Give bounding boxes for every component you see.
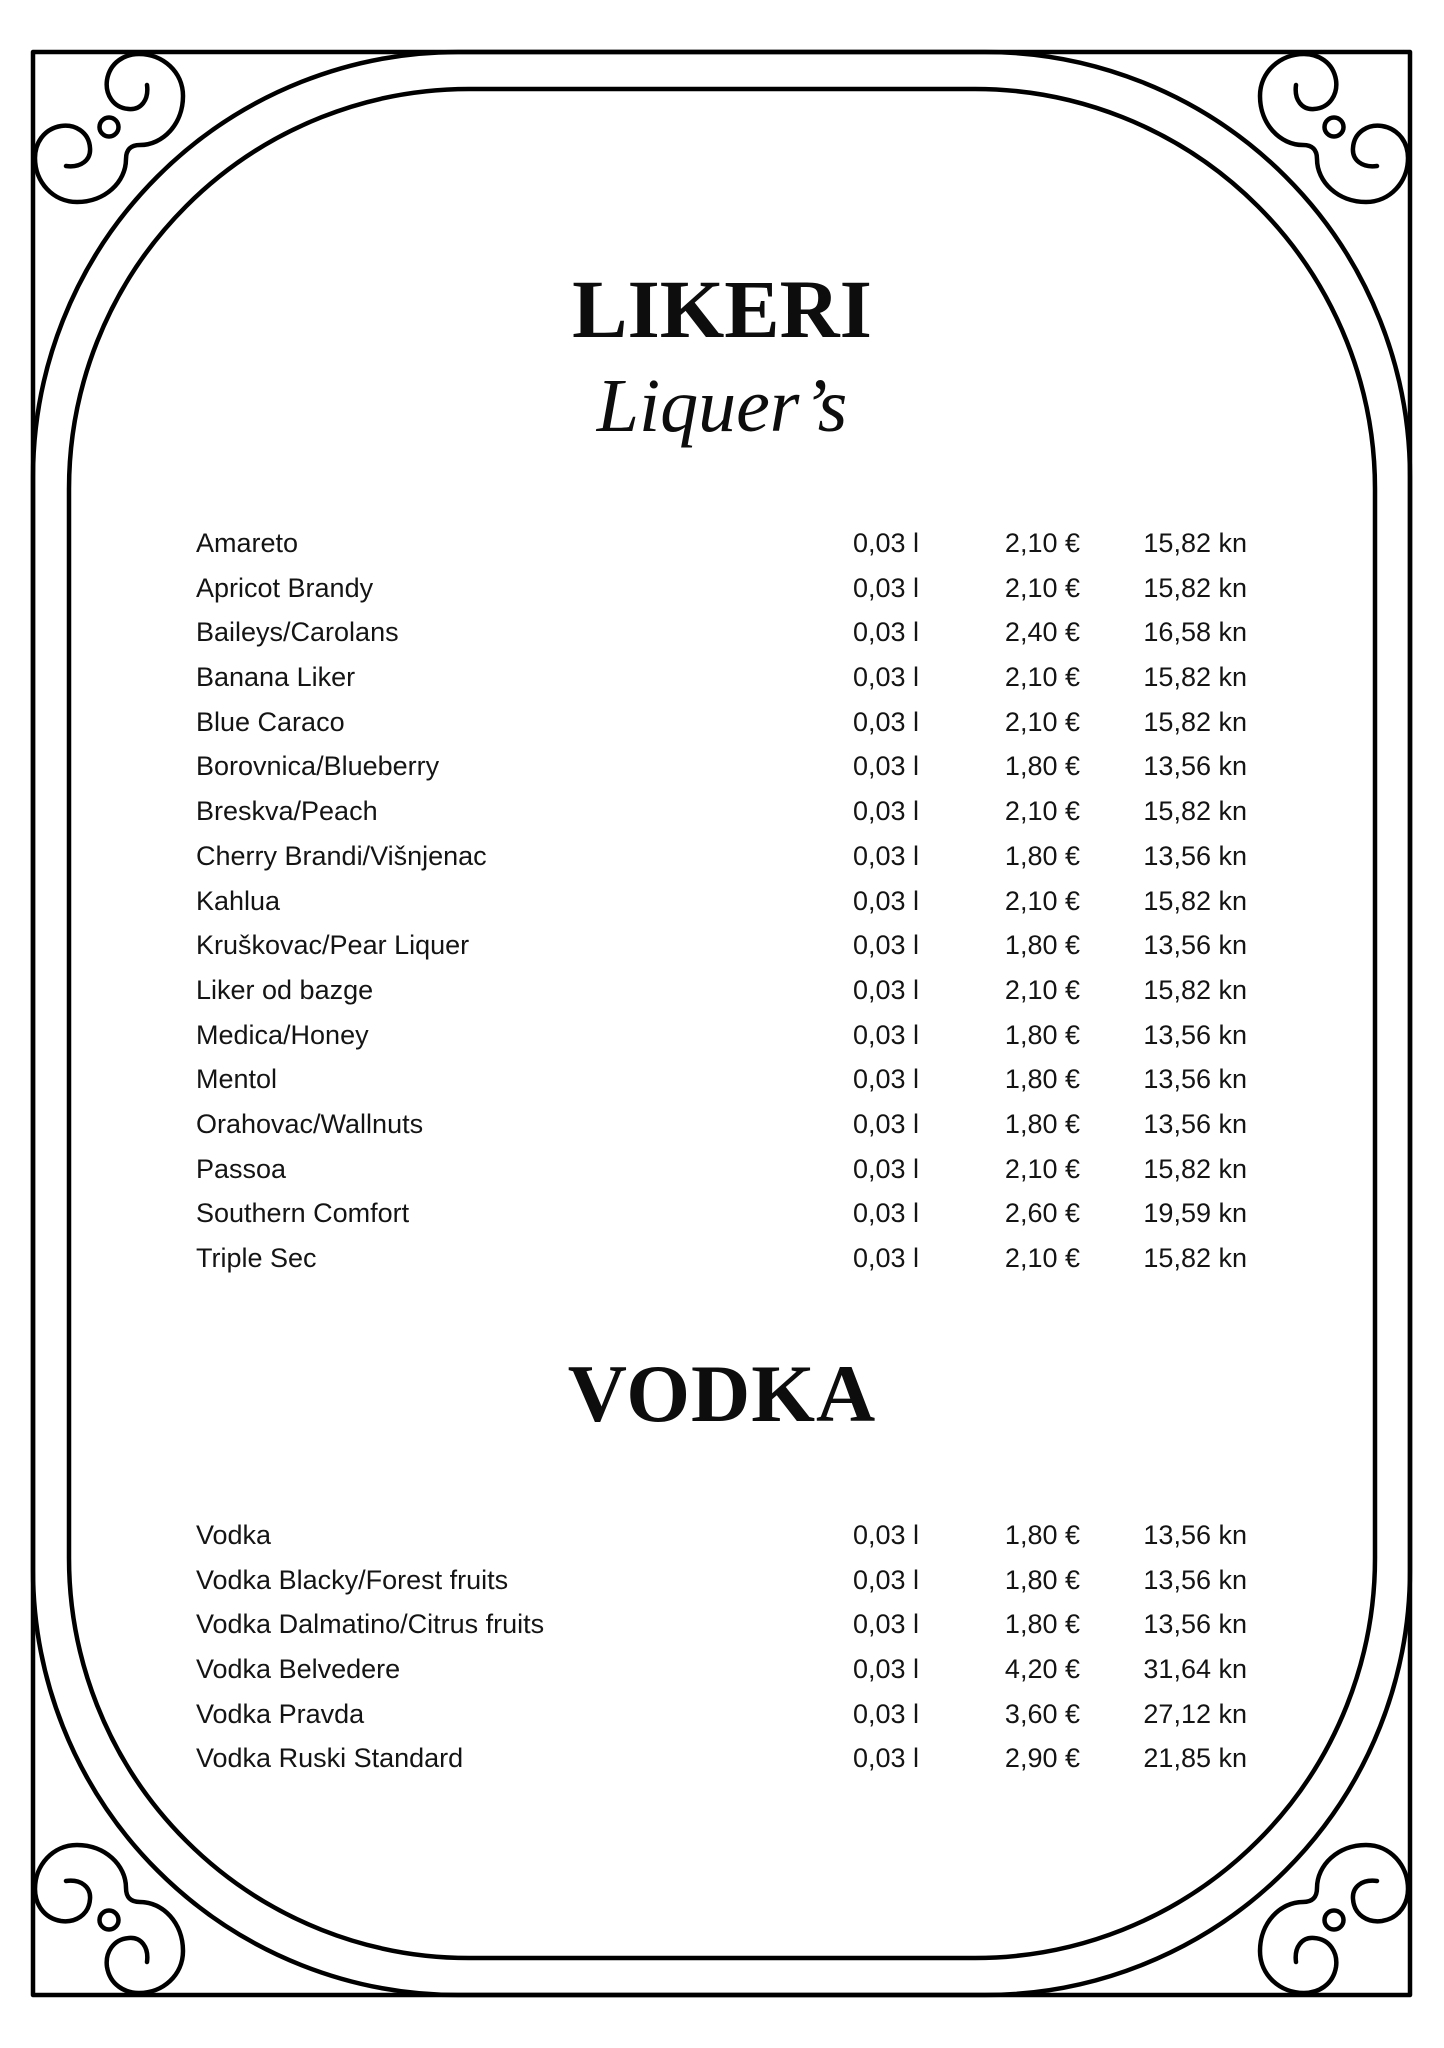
item-volume: 0,03 l	[853, 706, 920, 737]
item-name: Apricot Brandy	[196, 572, 374, 603]
menu-item-row	[0, 1013, 1444, 1058]
item-volume: 0,03 l	[853, 617, 920, 648]
item-name: Mentol	[196, 1064, 278, 1095]
menu-item-row	[0, 1558, 1444, 1603]
item-price-eur: 4,20 €	[1004, 1654, 1080, 1685]
menu-item-row	[0, 655, 1444, 700]
menu-item-row	[0, 610, 1444, 655]
item-price-eur: 2,10 €	[1004, 572, 1080, 603]
menu-item-row	[0, 1692, 1444, 1737]
item-name: Kruškovac/Pear Liquer	[196, 930, 470, 961]
item-price-kn: 13,56 kn	[1143, 1019, 1247, 1050]
menu-item-row	[0, 1513, 1444, 1558]
item-price-kn: 15,82 kn	[1143, 1243, 1247, 1273]
item-price-eur: 1,80 €	[1004, 1019, 1080, 1050]
menu-item-row	[0, 1647, 1444, 1692]
item-price-kn: 15,82 kn	[1143, 796, 1247, 827]
item-price-kn: 13,56 kn	[1143, 930, 1247, 961]
item-volume: 0,03 l	[853, 528, 920, 558]
scroll-ornament-icon	[35, 1845, 183, 1993]
menu-item-row	[0, 879, 1444, 924]
item-price-eur: 2,10 €	[1004, 974, 1080, 1005]
item-price-kn: 15,82 kn	[1143, 528, 1247, 558]
item-price-kn: 19,59 kn	[1143, 1198, 1247, 1229]
section-subtitle-liqueurs: Liquer’s	[596, 364, 848, 448]
item-volume: 0,03 l	[853, 1064, 920, 1095]
item-volume: 0,03 l	[853, 930, 920, 961]
item-name: Baileys/Carolans	[196, 617, 399, 648]
item-price-eur: 2,10 €	[1004, 662, 1080, 693]
item-volume: 0,03 l	[853, 796, 920, 827]
item-price-kn: 21,85 kn	[1143, 1743, 1247, 1774]
item-price-eur: 1,80 €	[1004, 930, 1080, 961]
item-price-eur: 1,80 €	[1004, 751, 1080, 782]
menu-item-row	[0, 834, 1444, 879]
item-price-eur: 1,80 €	[1004, 840, 1080, 871]
item-price-kn: 13,56 kn	[1143, 1108, 1247, 1139]
item-volume: 0,03 l	[853, 1654, 920, 1685]
section-title-vodka: VODKA	[567, 1348, 877, 1439]
item-name: Borovnica/Blueberry	[196, 751, 440, 782]
item-price-kn: 15,82 kn	[1143, 974, 1247, 1005]
menu-item-row	[0, 789, 1444, 834]
menu-item-row	[0, 1736, 1444, 1781]
item-volume: 0,03 l	[853, 1108, 920, 1139]
menu-item-row	[0, 1057, 1444, 1102]
item-price-kn: 15,82 kn	[1143, 1153, 1247, 1184]
item-price-eur: 1,80 €	[1004, 1564, 1080, 1595]
item-volume: 0,03 l	[853, 974, 920, 1005]
scroll-ornament-icon	[1260, 54, 1408, 202]
item-volume: 0,03 l	[853, 1243, 920, 1273]
item-name: Breskva/Peach	[196, 796, 378, 827]
item-name: Medica/Honey	[196, 1019, 369, 1050]
scroll-ornament-icon	[1260, 1845, 1408, 1993]
item-price-eur: 2,60 €	[1004, 1198, 1080, 1229]
item-name: Amareto	[196, 528, 299, 558]
item-price-kn: 13,56 kn	[1143, 1064, 1247, 1095]
item-name: Liker od bazge	[196, 974, 374, 1005]
item-name: Passoa	[196, 1153, 287, 1184]
item-price-kn: 15,82 kn	[1143, 706, 1247, 737]
item-volume: 0,03 l	[853, 1153, 920, 1184]
item-volume: 0,03 l	[853, 1609, 920, 1640]
item-volume: 0,03 l	[853, 885, 920, 916]
menu-item-row	[0, 968, 1444, 1013]
item-price-eur: 2,10 €	[1004, 706, 1080, 737]
item-price-kn: 15,82 kn	[1143, 885, 1247, 916]
item-price-eur: 2,10 €	[1004, 796, 1080, 827]
liqueur-price-list	[0, 521, 1444, 1281]
item-name: Vodka	[196, 1520, 272, 1550]
item-price-eur: 3,60 €	[1004, 1698, 1080, 1729]
item-name: Vodka Ruski Standard	[196, 1743, 464, 1774]
item-price-eur: 2,10 €	[1004, 528, 1080, 558]
item-price-eur: 2,10 €	[1004, 1153, 1080, 1184]
vodka-price-list	[0, 1513, 1444, 1781]
item-price-eur: 2,40 €	[1004, 617, 1080, 648]
item-price-kn: 16,58 kn	[1143, 617, 1247, 648]
item-name: Vodka Pravda	[196, 1698, 365, 1729]
item-price-kn: 15,82 kn	[1143, 662, 1247, 693]
item-volume: 0,03 l	[853, 1698, 920, 1729]
section-title-liqueurs: LIKERI	[572, 263, 872, 355]
item-volume: 0,03 l	[853, 662, 920, 693]
item-price-eur: 1,80 €	[1004, 1064, 1080, 1095]
item-price-kn: 13,56 kn	[1143, 1609, 1247, 1640]
item-name: Kahlua	[196, 885, 281, 916]
item-name: Blue Caraco	[196, 706, 345, 737]
item-price-kn: 13,56 kn	[1143, 1564, 1247, 1595]
item-price-eur: 2,90 €	[1004, 1743, 1080, 1774]
item-price-eur: 2,10 €	[1004, 1243, 1080, 1273]
item-price-kn: 15,82 kn	[1143, 572, 1247, 603]
menu-item-row	[0, 923, 1444, 968]
item-volume: 0,03 l	[853, 1520, 920, 1550]
item-price-kn: 13,56 kn	[1143, 751, 1247, 782]
item-price-eur: 2,10 €	[1004, 885, 1080, 916]
menu-item-row	[0, 1102, 1444, 1147]
item-volume: 0,03 l	[853, 1019, 920, 1050]
item-volume: 0,03 l	[853, 1743, 920, 1774]
item-name: Vodka Belvedere	[196, 1654, 401, 1685]
menu-item-row	[0, 1602, 1444, 1647]
item-price-eur: 1,80 €	[1004, 1609, 1080, 1640]
item-price-kn: 13,56 kn	[1143, 840, 1247, 871]
item-volume: 0,03 l	[853, 840, 920, 871]
scroll-ornament-icon	[35, 54, 183, 202]
item-price-kn: 31,64 kn	[1143, 1654, 1247, 1685]
item-volume: 0,03 l	[853, 1198, 920, 1229]
item-volume: 0,03 l	[853, 572, 920, 603]
item-price-eur: 1,80 €	[1004, 1520, 1080, 1550]
item-price-eur: 1,80 €	[1004, 1108, 1080, 1139]
menu-item-row	[0, 1236, 1444, 1281]
menu-item-row	[0, 744, 1444, 789]
item-name: Cherry Brandi/Višnjenac	[196, 840, 487, 871]
menu-item-row	[0, 1191, 1444, 1236]
item-price-kn: 13,56 kn	[1143, 1520, 1247, 1550]
menu-item-row	[0, 521, 1444, 566]
menu-item-row	[0, 1147, 1444, 1192]
item-name: Vodka Blacky/Forest fruits	[196, 1564, 509, 1595]
item-name: Vodka Dalmatino/Citrus fruits	[196, 1609, 545, 1640]
menu-item-row	[0, 566, 1444, 611]
item-name: Southern Comfort	[196, 1198, 410, 1229]
item-price-kn: 27,12 kn	[1143, 1698, 1247, 1729]
item-name: Banana Liker	[196, 662, 356, 693]
item-volume: 0,03 l	[853, 1564, 920, 1595]
item-volume: 0,03 l	[853, 751, 920, 782]
item-name: Orahovac/Wallnuts	[196, 1108, 424, 1139]
menu-item-row	[0, 700, 1444, 745]
item-name: Triple Sec	[196, 1243, 317, 1273]
